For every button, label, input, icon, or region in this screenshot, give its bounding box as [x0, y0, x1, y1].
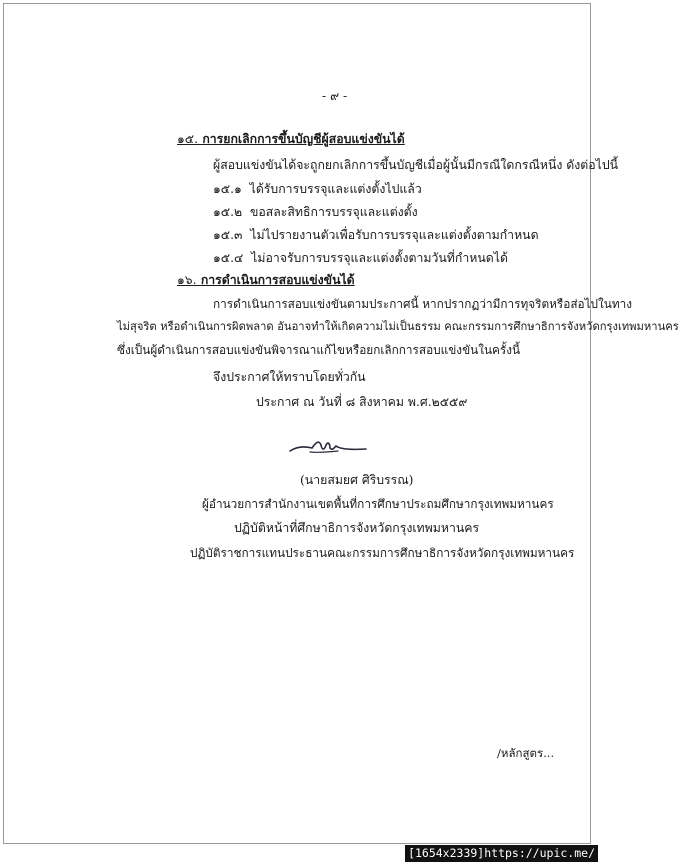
item-text: ไม่อาจรับการบรรจุและแต่งตั้งตามวันที่กำหนดได้ — [251, 251, 508, 265]
page-number: - ๙ - — [322, 89, 348, 103]
section-15-heading — [177, 131, 405, 147]
announcement: จึงประกาศให้ทราบโดยทั่วกัน — [213, 370, 366, 384]
item-number: ๑๕.๔ — [213, 251, 244, 265]
section-15-item — [213, 250, 508, 266]
signer-position-3: ปฏิบัติราชการแทนประธานคณะกรรมการศึกษาธิการจังหวัดกรุงเทพมหานคร — [190, 546, 575, 560]
signer-name: (นายสมยศ ศิริบรรณ) — [300, 473, 414, 487]
section-15-item — [213, 204, 418, 220]
item-text: ไม่ไปรายงานตัวเพื่อรับการบรรจุและแต่งตั้งตามกำหนด — [250, 228, 539, 242]
section-16-line: ซึ่งเป็นผู้ดำเนินการสอบแข่งขันพิจารณาแก้ไขหรือยกเลิกการสอบแข่งขันในครั้งนี้ — [117, 343, 521, 357]
date-line: ประกาศ ณ วันที่ ๘ สิงหาคม พ.ศ.๒๕๕๙ — [256, 395, 468, 409]
section-16-line: การดำเนินการสอบแข่งขันตามประกาศนี้ หากปรากฏว่ามีการทุจริตหรือส่อไปในทาง — [213, 297, 633, 311]
item-text: ขอสละสิทธิการบรรจุและแต่งตั้ง — [249, 205, 418, 219]
footer-bar — [0, 844, 600, 864]
item-text: ได้รับการบรรจุและแต่งตั้งไปแล้ว — [249, 182, 422, 196]
section-15-intro: ผู้สอบแข่งขันได้จะถูกยกเลิกการขึ้นบัญชีเมื่อผู้นั้นมีกรณีใดกรณีหนึ่ง ดังต่อไปนี้ — [213, 158, 619, 172]
document-page — [3, 3, 679, 844]
signer-position-1: ผู้อำนวยการสำนักงานเขตพื้นที่การศึกษาประถมศึกษากรุงเทพมหานคร — [202, 497, 554, 511]
section-15-title: การยกเลิกการขึ้นบัญชีผู้สอบแข่งขันได้ — [202, 131, 405, 146]
section-15-number: ๑๕. — [177, 132, 199, 146]
item-number: ๑๕.๒ — [213, 205, 243, 219]
signer-position-2: ปฏิบัติหน้าที่ศึกษาธิการจังหวัดกรุงเทพมหานคร — [234, 521, 480, 535]
item-number: ๑๕.๑ — [213, 182, 242, 196]
continuation-note: /หลักสูตร... — [497, 746, 555, 760]
section-15-item — [213, 227, 539, 243]
section-15-item — [213, 181, 422, 197]
section-16-number: ๑๖. — [177, 273, 197, 287]
watermark-label: [1654x2339]https://upic.me/ — [405, 845, 598, 862]
item-number: ๑๕.๓ — [213, 228, 243, 242]
section-16-heading — [177, 272, 355, 288]
handwritten-signature — [288, 436, 368, 460]
section-16-line: ไม่สุจริต หรือดำเนินการผิดพลาด อันอาจทำให้เกิดความไม่เป็นธรรม คณะกรรมการศึกษาธิการจังหวัดกรุงเทพมหานคร — [117, 320, 679, 333]
section-16-title: การดำเนินการสอบแข่งขันได้ — [200, 272, 355, 287]
